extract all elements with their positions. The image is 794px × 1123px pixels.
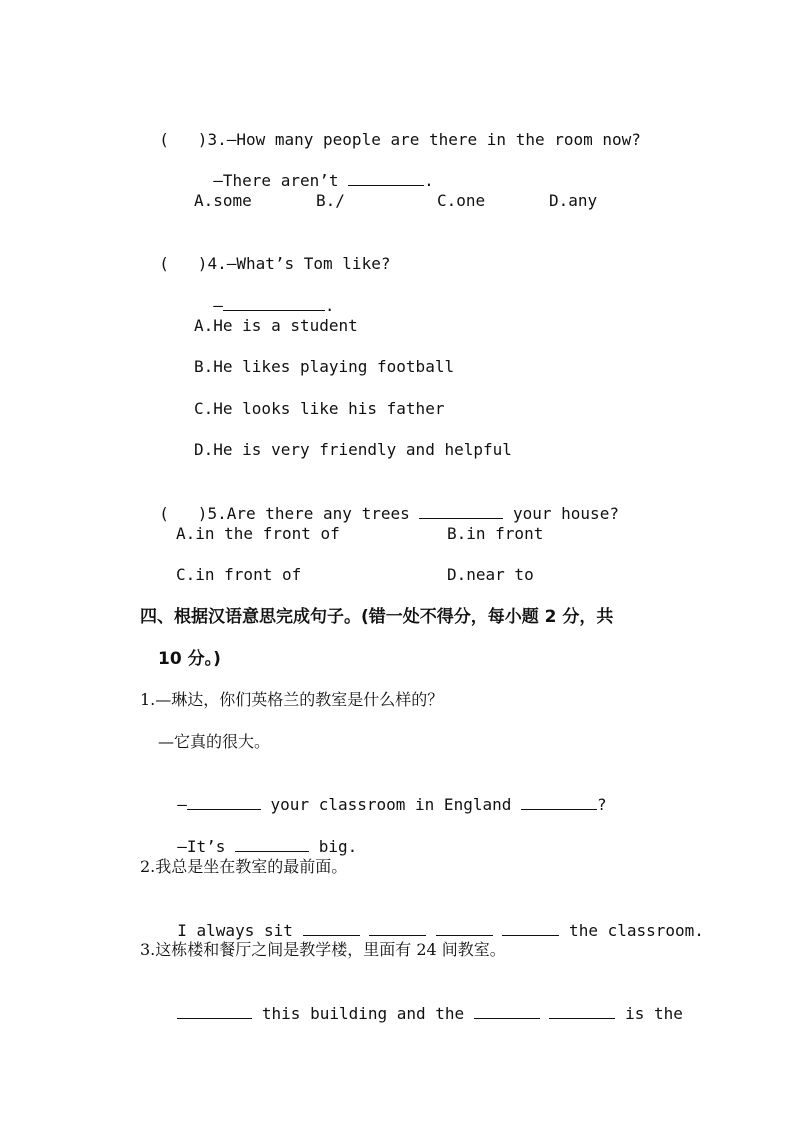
option-c: C.He looks like his father bbox=[194, 399, 445, 418]
option-d: D.any bbox=[549, 191, 598, 210]
reply-dash: — bbox=[213, 296, 223, 315]
question-stem: 5.Are there any trees bbox=[207, 504, 420, 523]
sentence-text: this building and the bbox=[252, 1004, 474, 1023]
question-stem-end: your house? bbox=[503, 504, 619, 523]
option-c: C.one bbox=[437, 191, 486, 210]
option-d: D.near to bbox=[447, 565, 534, 584]
option-d: D.He is very friendly and helpful bbox=[194, 440, 512, 459]
s2-english bbox=[158, 898, 704, 942]
answer-blank[interactable] bbox=[235, 837, 309, 852]
answer-blank[interactable] bbox=[502, 921, 559, 936]
q4-stem-line bbox=[140, 231, 390, 275]
answer-blank[interactable] bbox=[348, 171, 424, 186]
option-a: A.some bbox=[194, 191, 252, 210]
reply-end: . bbox=[324, 296, 335, 315]
sentence-end: ? bbox=[597, 795, 607, 814]
answer-blank[interactable] bbox=[521, 795, 597, 810]
question-stem: 3.—How many people are there in the room now? bbox=[207, 130, 641, 149]
sentence-end: is the bbox=[615, 1004, 683, 1023]
answer-blank[interactable] bbox=[549, 1004, 615, 1019]
q3-reply-line bbox=[194, 148, 434, 192]
section-heading: 四、根据汉语意思完成句子。(错一处不得分，每小题 2 分，共 bbox=[140, 607, 614, 627]
option-b: B./ bbox=[316, 191, 345, 210]
option-a: A.in the front of bbox=[176, 524, 340, 543]
answer-blank[interactable] bbox=[436, 921, 493, 936]
option-b: B.in front bbox=[447, 524, 544, 543]
s3-english bbox=[158, 981, 683, 1025]
option-c: C.in front of bbox=[176, 565, 302, 584]
sentence-text: your classroom in England bbox=[260, 795, 521, 814]
answer-paren: ( ) bbox=[159, 254, 208, 273]
reply-text: —There aren’t bbox=[213, 171, 349, 190]
s1-chinese-1: 1.—琳达，你们英格兰的教室是什么样的？ bbox=[140, 690, 444, 709]
answer-blank[interactable] bbox=[187, 795, 261, 810]
answer-blank[interactable] bbox=[474, 1004, 540, 1019]
s3-chinese: 3.这栋楼和餐厅之间是教学楼，里面有 24 间教室。 bbox=[140, 940, 506, 959]
answer-blank[interactable] bbox=[419, 504, 503, 519]
option-b: B.He likes playing football bbox=[194, 357, 455, 376]
answer-blank[interactable] bbox=[223, 296, 325, 311]
answer-paren: ( ) bbox=[159, 504, 208, 523]
q5-stem-line bbox=[140, 481, 619, 525]
q4-reply-line bbox=[194, 273, 335, 317]
answer-blank[interactable] bbox=[303, 921, 360, 936]
q3-stem-line bbox=[140, 107, 641, 151]
sentence-text: —It’s bbox=[177, 837, 236, 856]
s1-english-1 bbox=[158, 772, 607, 816]
answer-paren: ( ) bbox=[159, 130, 208, 149]
s2-chinese: 2.我总是坐在教室的最前面。 bbox=[140, 857, 348, 876]
answer-blank[interactable] bbox=[369, 921, 426, 936]
dash: — bbox=[177, 795, 187, 814]
reply-end: . bbox=[424, 171, 434, 190]
section-heading-cont: 10 分。) bbox=[158, 649, 221, 669]
answer-blank[interactable] bbox=[177, 1004, 252, 1019]
question-stem: 4.—What’s Tom like? bbox=[207, 254, 391, 273]
sentence-end: big. bbox=[309, 837, 358, 856]
sentence-end: the classroom. bbox=[559, 921, 704, 940]
s1-english-2 bbox=[158, 814, 357, 858]
sentence-text: I always sit bbox=[177, 921, 303, 940]
option-a: A.He is a student bbox=[194, 316, 358, 335]
s1-chinese-2: —它真的很大。 bbox=[158, 732, 271, 751]
